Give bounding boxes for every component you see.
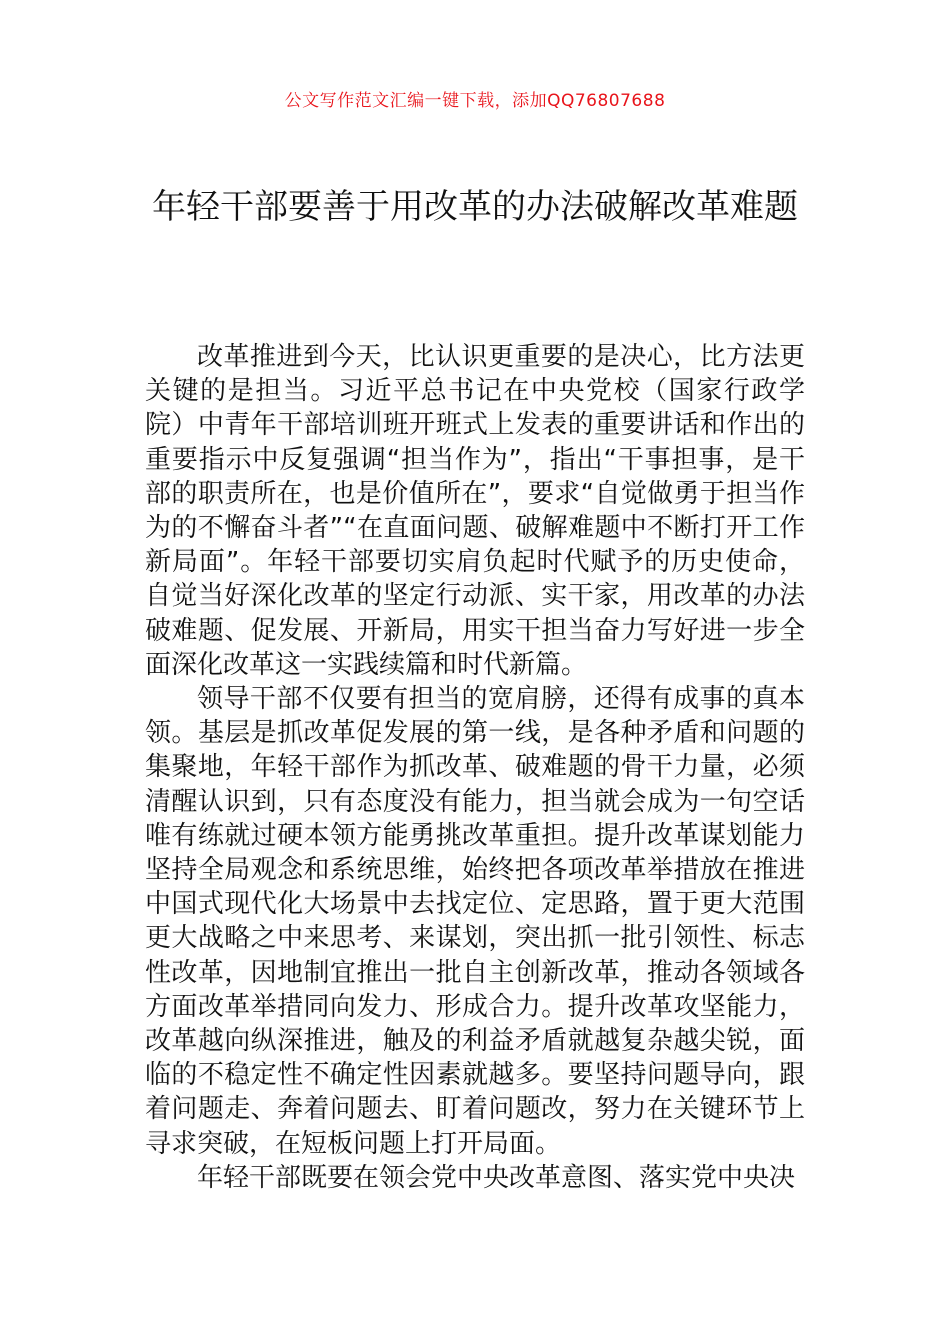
paragraph: 领导干部不仅要有担当的宽肩膀，还得有成事的真本领。基层是抓改革促发展的第一线，是各种矛盾和问题的集聚地，年轻干部作为抓改革、破难题的骨干力量，必须清醒认识到，只有态度没有能力，担当就会成为一句空话唯有练就过硬本领方能勇挑改革重担。提升改革谋划能力坚持全局观念和系统思维，始终把各项改革举措放在推进中国式现代化大场景中去找定位、定思路，置于更大范围更大战略之中来思考、来谋划，突出抓一批引领性、标志性改革，因地制宜推出一批自主创新改革，推动各领域各方面改革举措同向发力、形成合力。提升改革攻坚能力，改革越向纵深推进，触及的利益矛盾就越复杂越尖锐，面临的不稳定性不确定性因素就越多。要坚持问题导向，跟着问题走、奔着问题去、盯着问题改，努力在关键环节上寻求突破，在短板问题上打开局面。 <box>145 684 805 1159</box>
paragraph: 改革推进到今天，比认识更重要的是决心，比方法更关键的是担当。习近平总书记在中央党校（国家行政学院）中青年干部培训班开班式上发表的重要讲话和作出的重要指示中反复强调“担当作为”，指出“干事担事，是干部的职责所在，也是价值所在”，要求“自觉做勇于担当作为的不懈奋斗者”“在直面问题、破解难题中不断打开工作新局面”。年轻干部要切实肩负起时代赋予的历史使命，自觉当好深化改革的坚定行动派、实干家，用改革的办法破难题、促发展、开新局，用实干担当奋力写好进一步全面深化改革这一实践续篇和时代新篇。 <box>145 342 805 680</box>
paragraph: 年轻干部既要在领会党中央改革意图、落实党中央决 <box>197 1162 796 1193</box>
document-body <box>145 340 805 1195</box>
download-notice: 公文写作范文汇编一键下载，添加QQ76807688 <box>284 91 666 111</box>
document-title: 年轻干部要善于用改革的办法破解改革难题 <box>152 187 798 227</box>
